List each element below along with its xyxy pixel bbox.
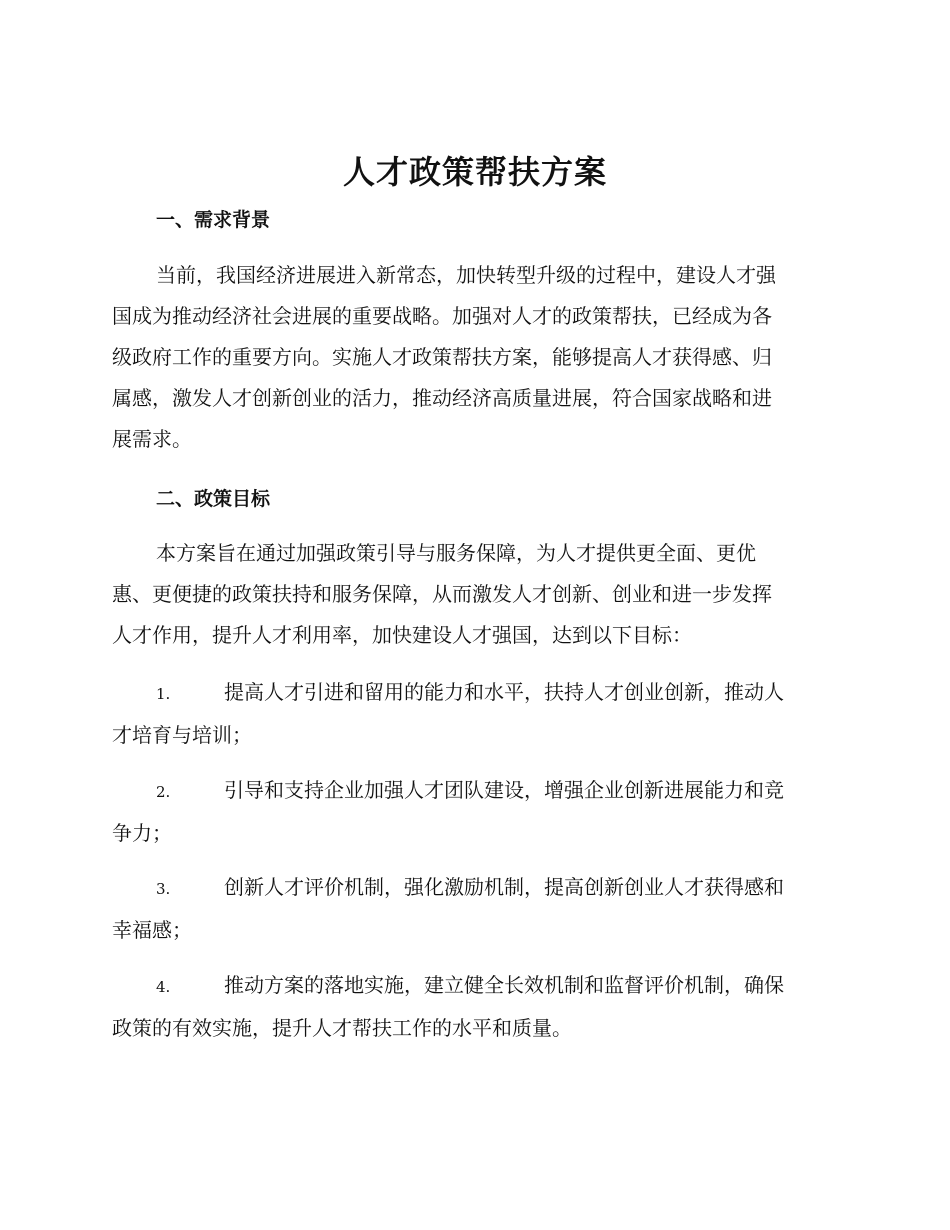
list-number: 3. xyxy=(156,880,171,898)
section-paragraph-background xyxy=(112,255,832,460)
section-paragraph-goals xyxy=(112,533,832,656)
paragraph-line: 属感，激发人才创新创业的活力，推动经济高质量进展，符合国家战略和进 xyxy=(112,386,772,410)
document-title: 人才政策帮扶方案 xyxy=(342,153,607,191)
paragraph-line: 惠、更便捷的政策扶持和服务保障，从而激发人才创新、创业和进一步发挥 xyxy=(112,582,772,606)
list-text: 提高人才引进和留用的能力和水平，扶持人才创业创新，推动人 xyxy=(224,680,784,704)
goal-list-item-2 xyxy=(112,770,832,854)
paragraph-line: 当前，我国经济进展进入新常态，加快转型升级的过程中，建设人才强 xyxy=(156,263,776,287)
list-text: 引导和支持企业加强人才团队建设，增强企业创新进展能力和竞 xyxy=(224,778,784,802)
paragraph-line: 人才作用，提升人才利用率，加快建设人才强国，达到以下目标： xyxy=(112,623,692,647)
list-text: 创新人才评价机制，强化激励机制，提高创新创业人才获得感和 xyxy=(224,875,784,899)
list-text-continued: 争力； xyxy=(112,821,172,845)
goal-list-item-1 xyxy=(112,672,832,756)
list-text: 推动方案的落地实施，建立健全长效机制和监督评价机制，确保 xyxy=(224,973,784,997)
paragraph-line: 本方案旨在通过加强政策引导与服务保障，为人才提供更全面、更优 xyxy=(156,541,756,565)
list-text-continued: 才培育与培训； xyxy=(112,723,252,747)
goal-list-item-3 xyxy=(112,867,832,951)
list-number: 2. xyxy=(156,783,171,801)
list-text-continued: 政策的有效实施，提升人才帮扶工作的水平和质量。 xyxy=(112,1016,572,1040)
section-heading-goals: 二、政策目标 xyxy=(156,488,271,510)
paragraph-line: 展需求。 xyxy=(112,427,192,451)
list-number: 4. xyxy=(156,978,171,996)
paragraph-line: 国成为推动经济社会进展的重要战略。加强对人才的政策帮扶，已经成为各 xyxy=(112,304,772,328)
section-heading-background: 一、需求背景 xyxy=(156,209,271,231)
paragraph-line: 级政府工作的重要方向。实施人才政策帮扶方案，能够提高人才获得感、归 xyxy=(112,345,772,369)
list-text-continued: 幸福感； xyxy=(112,918,192,942)
list-number: 1. xyxy=(156,685,171,703)
goal-list-item-4 xyxy=(112,965,832,1049)
